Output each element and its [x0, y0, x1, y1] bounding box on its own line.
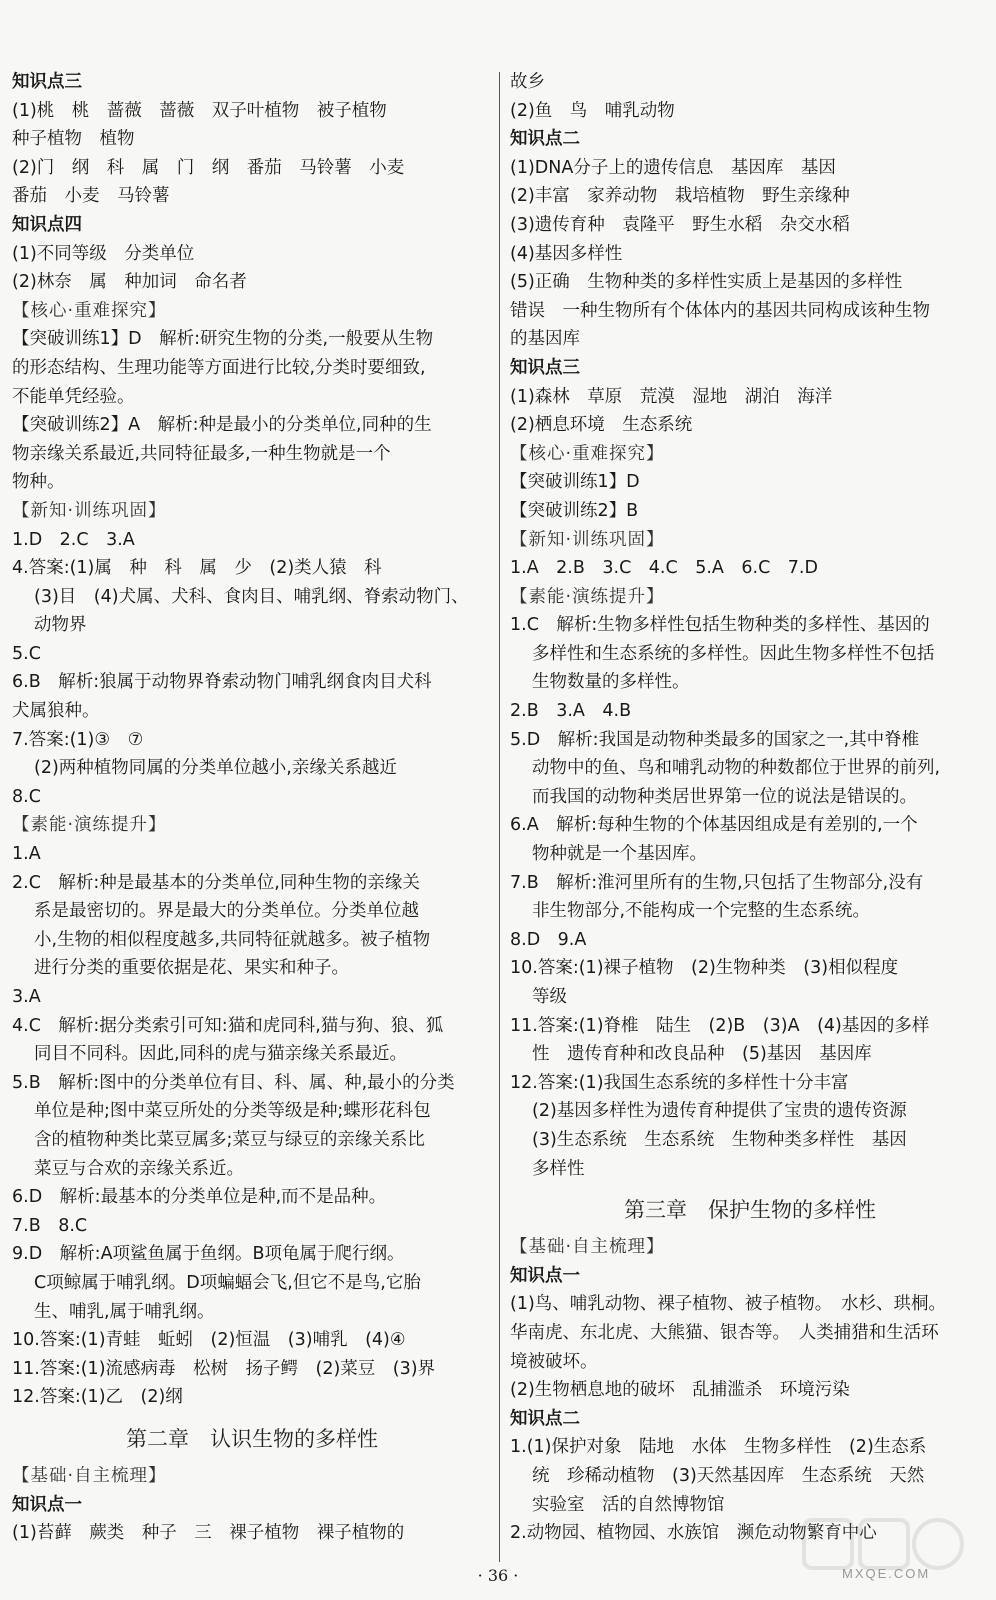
- text-line: 2.B 3.A 4.B: [510, 701, 632, 722]
- text-line: 实验室 活的自然博物馆: [532, 1494, 725, 1515]
- text-line: (2)门 纲 科 属 门 纲 番茄 马铃薯 小麦: [12, 157, 405, 178]
- text-line: 物亲缘关系最近,共同特征最多,一种生物就是一个: [12, 443, 391, 464]
- text-line: 华南虎、东北虎、大熊猫、银杏等。 人类捕猎和生活环: [510, 1322, 939, 1343]
- text-line: 物种。: [12, 472, 65, 493]
- text-line: (1)鸟、哺乳动物、裸子植物、被子植物。 水杉、珙桐。: [510, 1294, 947, 1315]
- text-line: 生、哺乳,属于哺乳纲。: [34, 1301, 215, 1322]
- text-line: 9.D 解析:A项鲨鱼属于鱼纲。B项龟属于爬行纲。: [12, 1244, 405, 1265]
- text-line: 菜豆与合欢的亲缘关系近。: [34, 1158, 244, 1179]
- text-line: (2)生物栖息地的破坏 乱捕滥杀 环境污染: [510, 1380, 850, 1401]
- text-line: (4)基因多样性: [510, 243, 623, 264]
- text-line: (2)栖息环境 生态系统: [510, 415, 693, 436]
- page-number: · 36 ·: [477, 1566, 519, 1585]
- text-line: (2)两种植物同属的分类单位越小,亲缘关系越近: [34, 758, 397, 779]
- chapter-title: 第二章 认识生物的多样性: [126, 1426, 378, 1451]
- text-line: 8.C: [12, 786, 41, 807]
- block-heading: 【核心·重难探究】: [510, 443, 665, 464]
- text-line: 统 珍稀动植物 (3)天然基因库 生态系统 天然: [532, 1465, 925, 1486]
- text-line: 10.答案:(1)青蛙 蚯蚓 (2)恒温 (3)哺乳 (4)④: [12, 1330, 406, 1351]
- text-line: 非生物部分,不能构成一个完整的生态系统。: [532, 901, 871, 922]
- text-line: 3.A: [12, 987, 41, 1007]
- text-line: 2.动物园、植物园、水族馆 濒危动物繁育中心: [510, 1523, 877, 1544]
- block-heading: 【素能·演练提升】: [12, 815, 167, 836]
- block-heading: 【素能·演练提升】: [510, 586, 665, 607]
- text-line: (1)桃 桃 蔷薇 蔷薇 双子叶植物 被子植物: [12, 100, 387, 121]
- section-heading: 知识点一: [12, 1494, 82, 1515]
- text-line: 生物数量的多样性。: [532, 672, 690, 693]
- text-line: 7.B 8.C: [12, 1215, 88, 1236]
- text-line: 6.B 解析:狼属于动物界脊索动物门哺乳纲食肉目犬科: [12, 672, 432, 693]
- text-line: 物种就是一个基因库。: [532, 844, 707, 865]
- text-line: 11.答案:(1)流感病毒 松树 扬子鳄 (2)菜豆 (3)界: [12, 1358, 436, 1379]
- text-line: 故乡: [510, 72, 545, 92]
- text-line: 10.答案:(1)裸子植物 (2)生物种类 (3)相似程度: [510, 958, 899, 979]
- section-heading: 知识点二: [510, 1408, 580, 1429]
- text-line: 4.C 解析:据分类索引可知:猫和虎同科,猫与狗、狼、狐: [12, 1015, 444, 1036]
- text-line: (3)目 (4)犬属、犬科、食肉目、哺乳纲、脊索动物门、: [34, 586, 469, 607]
- text-line: (2)林奈 属 种加词 命名者: [12, 272, 247, 293]
- text-line: 系是最密切的。界是最大的分类单位。分类单位越: [34, 901, 419, 922]
- text-line: 7.答案:(1)③ ⑦: [12, 729, 144, 750]
- text-line: 动物中的鱼、鸟和哺乳动物的种数都位于世界的前列,: [532, 758, 941, 779]
- text-line: 5.C: [12, 643, 41, 664]
- text-line: 动物界: [34, 615, 87, 636]
- text-line: 【突破训练1】D: [510, 472, 640, 493]
- text-line: 单位是种;图中菜豆所处的分类等级是种;蝶形花科包: [34, 1101, 431, 1122]
- section-heading: 知识点二: [510, 129, 580, 150]
- chapter-title: 第三章 保护生物的多样性: [624, 1198, 876, 1223]
- text-line: (1)不同等级 分类单位: [12, 243, 195, 264]
- text-line: 7.B 解析:淮河里所有的生物,只包括了生物部分,没有: [510, 872, 924, 893]
- text-line: 1.D 2.C 3.A: [12, 529, 135, 550]
- block-heading: 【基础·自主梳理】: [510, 1237, 665, 1258]
- text-line: 5.D 解析:我国是动物种类最多的国家之一,其中脊椎: [510, 729, 920, 750]
- text-line: 番茄 小麦 马铃薯: [12, 186, 170, 207]
- text-line: 境被破坏。: [510, 1351, 598, 1372]
- section-heading: 知识点一: [510, 1265, 580, 1286]
- text-line: 1.(1)保护对象 陆地 水体 生物多样性 (2)生态系: [510, 1437, 927, 1458]
- text-line: 8.D 9.A: [510, 929, 587, 950]
- text-line: (2)丰富 家养动物 栽培植物 野生亲缘种: [510, 186, 850, 207]
- text-line: (1)DNA分子上的遗传信息 基因库 基因: [510, 157, 836, 178]
- block-heading: 【新知·训练巩固】: [510, 529, 665, 550]
- text-line: 进行分类的重要依据是花、果实和种子。: [34, 958, 349, 979]
- text-line: 含的植物种类比菜豆属多;菜豆与绿豆的亲缘关系比: [34, 1129, 425, 1150]
- text-line: 错误 一种生物所有个体体内的基因共同构成该种生物: [510, 300, 930, 321]
- text-line: 小,生物的相似程度越多,共同特征就越多。被子植物: [34, 929, 431, 950]
- text-line: (3)生态系统 生态系统 生物种类多样性 基因: [532, 1129, 907, 1150]
- text-line: 11.答案:(1)脊椎 陆生 (2)B (3)A (4)基因的多样: [510, 1015, 930, 1036]
- column-divider: [499, 72, 500, 1562]
- text-line: 不能单凭经验。: [12, 386, 135, 407]
- text-line: 种子植物 植物: [12, 129, 135, 150]
- text-line: 1.A: [12, 844, 41, 865]
- text-line: 4.答案:(1)属 种 科 属 少 (2)类人猿 科: [12, 558, 382, 579]
- text-line: 【突破训练1】D 解析:研究生物的分类,一般要从生物: [12, 329, 434, 350]
- text-line: 多样性: [532, 1158, 585, 1179]
- text-line: C项鲸属于哺乳纲。D项蝙蝠会飞,但它不是鸟,它胎: [34, 1272, 421, 1293]
- text-line: (1)森林 草原 荒漠 湿地 湖泊 海洋: [510, 386, 833, 407]
- text-line: 的基因库: [510, 329, 580, 350]
- text-line: (1)苔藓 蕨类 种子 三 裸子植物 裸子植物的: [12, 1523, 405, 1544]
- watermark-text: MXQE.COM: [842, 1566, 931, 1581]
- text-line: 6.A 解析:每种生物的个体基因组成是有差别的,一个: [510, 815, 918, 836]
- text-line: 【突破训练2】A 解析:种是最小的分类单位,同种的生: [12, 415, 432, 436]
- right-column: [510, 68, 990, 1548]
- text-line: 1.C 解析:生物多样性包括生物种类的多样性、基因的: [510, 615, 930, 636]
- text-line: (3)遗传育种 袁隆平 野生水稻 杂交水稻: [510, 214, 850, 235]
- left-column: [12, 68, 492, 1548]
- text-line: 12.答案:(1)我国生态系统的多样性十分丰富: [510, 1072, 849, 1093]
- section-heading: 知识点四: [12, 214, 82, 235]
- section-heading: 知识点三: [510, 357, 580, 378]
- text-line: (2)鱼 鸟 哺乳动物: [510, 100, 675, 121]
- block-heading: 【核心·重难探究】: [12, 300, 167, 321]
- text-line: (5)正确 生物种类的多样性实质上是基因的多样性: [510, 272, 903, 293]
- text-line: 1.A 2.B 3.C 4.C 5.A 6.C 7.D: [510, 558, 818, 579]
- text-line: 2.C 解析:种是最基本的分类单位,同种生物的亲缘关: [12, 872, 420, 893]
- text-line: 【突破训练2】B: [510, 500, 639, 521]
- text-line: 犬属狼种。: [12, 701, 100, 722]
- text-line: 性 遗传育种和改良品种 (5)基因 基因库: [532, 1044, 872, 1065]
- text-line: (2)基因多样性为遗传育种提供了宝贵的遗传资源: [532, 1101, 907, 1122]
- section-heading: 知识点三: [12, 72, 82, 92]
- text-line: 12.答案:(1)乙 (2)纲: [12, 1387, 183, 1408]
- text-line: 同目不同科。因此,同科的虎与猫亲缘关系最近。: [34, 1044, 408, 1065]
- block-heading: 【新知·训练巩固】: [12, 500, 167, 521]
- text-line: 5.B 解析:图中的分类单位有目、科、属、种,最小的分类: [12, 1072, 455, 1093]
- text-line: 6.D 解析:最基本的分类单位是种,而不是品种。: [12, 1187, 387, 1208]
- text-line: 等级: [532, 987, 567, 1007]
- text-line: 而我国的动物种类居世界第一位的说法是错误的。: [532, 786, 917, 807]
- block-heading: 【基础·自主梳理】: [12, 1465, 167, 1486]
- text-line: 的形态结构、生理功能等方面进行比较,分类时要细致,: [12, 357, 426, 378]
- text-line: 多样性和生态系统的多样性。因此生物多样性不包括: [532, 643, 935, 664]
